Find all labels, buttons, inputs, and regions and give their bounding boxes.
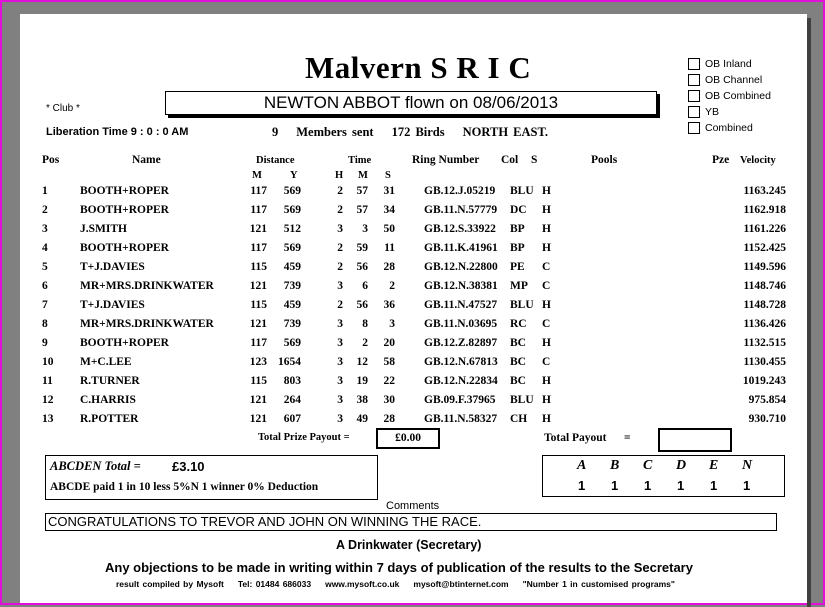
cell-h: 2 <box>337 299 343 311</box>
cell-mi: 19 <box>356 375 368 387</box>
cell-vel: 1132.515 <box>743 337 786 349</box>
total-payout-label: Total Payout <box>544 432 607 444</box>
cell-h: 3 <box>337 413 343 425</box>
cell-m: 117 <box>250 337 267 349</box>
cell-y: 569 <box>283 204 301 216</box>
cell-m: 121 <box>249 318 267 330</box>
cell-ring: GB.11.N.03695 <box>424 318 498 330</box>
cell-y: 607 <box>283 413 301 425</box>
checkbox[interactable] <box>688 58 700 70</box>
cell-m: 115 <box>250 375 267 387</box>
members-label: Members sent <box>296 125 374 139</box>
cell-y: 739 <box>283 318 301 330</box>
header-yards: Y <box>290 170 298 181</box>
cell-h: 2 <box>337 204 343 216</box>
header-s: S <box>531 154 538 166</box>
cell-y: 739 <box>283 280 301 292</box>
cell-mi: 2 <box>362 337 368 349</box>
header-pools: Pools <box>591 154 618 166</box>
header-seconds: S <box>385 170 391 181</box>
cell-vel: 1148.746 <box>743 280 786 292</box>
cell-s: 20 <box>383 337 395 349</box>
cell-name: MR+MRS.DRINKWATER <box>80 318 214 330</box>
abcden-box <box>45 455 378 500</box>
cell-m: 115 <box>250 299 267 311</box>
pool-letter: B <box>610 458 620 473</box>
cell-col: DC <box>510 204 527 216</box>
cell-sex: C <box>542 356 551 368</box>
cell-ring: GB.12.N.67813 <box>424 356 498 368</box>
cell-vel: 1130.455 <box>743 356 786 368</box>
cell-pos: 5 <box>42 261 48 273</box>
total-payout-value-box <box>658 428 732 452</box>
results-sheet <box>20 14 807 603</box>
total-prize-value: £0.00 <box>376 428 440 449</box>
cell-sex: H <box>542 375 551 387</box>
cell-vel: 1163.245 <box>743 185 786 197</box>
cell-y: 459 <box>283 299 301 311</box>
cell-h: 3 <box>337 394 343 406</box>
cell-s: 22 <box>383 375 395 387</box>
cell-sex: C <box>542 261 551 273</box>
pool-value: 1 <box>710 478 718 493</box>
cell-col: BLU <box>510 299 534 311</box>
cell-col: BP <box>510 242 525 254</box>
cell-col: CH <box>510 413 528 425</box>
cell-y: 264 <box>283 394 301 406</box>
cell-y: 459 <box>283 261 301 273</box>
cell-s: 36 <box>383 299 395 311</box>
cell-s: 11 <box>384 242 395 254</box>
pool-letter: A <box>577 458 587 473</box>
cell-h: 3 <box>337 318 343 330</box>
header-ring: Ring Number <box>412 154 480 166</box>
cell-m: 117 <box>250 185 267 197</box>
cell-sex: H <box>542 337 551 349</box>
footer-compiled: result compiled by Mysoft <box>116 579 224 589</box>
cell-ring: GB.11.N.47527 <box>424 299 498 311</box>
cell-ring: GB.12.N.22800 <box>424 261 498 273</box>
cell-mi: 49 <box>356 413 368 425</box>
cell-y: 569 <box>283 185 301 197</box>
cell-h: 2 <box>337 261 343 273</box>
cell-y: 803 <box>283 375 301 387</box>
cell-h: 3 <box>337 223 343 235</box>
cell-h: 3 <box>337 356 343 368</box>
cell-mi: 8 <box>362 318 368 330</box>
cell-mi: 56 <box>356 261 368 273</box>
checkbox[interactable] <box>688 90 700 102</box>
cell-pos: 10 <box>42 356 54 368</box>
option-ob-combined[interactable]: OB Combined <box>688 88 771 104</box>
checkbox[interactable] <box>688 122 700 134</box>
cell-s: 2 <box>389 280 395 292</box>
cell-pos: 7 <box>42 299 48 311</box>
footer-website: www.mysoft.co.uk <box>325 579 400 589</box>
members-count: 9 <box>272 125 279 139</box>
cell-vel: 1161.226 <box>743 223 786 235</box>
cell-col: RC <box>510 318 527 330</box>
cell-vel: 1152.425 <box>743 242 786 254</box>
race-subtitle: NEWTON ABBOT flown on 08/06/2013 <box>165 91 657 115</box>
cell-pos: 8 <box>42 318 48 330</box>
footer-tel: Tel: 01484 686033 <box>237 579 312 589</box>
cell-ring: GB.12.S.33922 <box>424 223 496 235</box>
cell-h: 3 <box>337 375 343 387</box>
cell-pos: 3 <box>42 223 48 235</box>
cell-y: 512 <box>283 223 301 235</box>
cell-vel: 1019.243 <box>742 375 786 387</box>
club-label: * Club * <box>46 103 80 114</box>
cell-h: 2 <box>337 185 343 197</box>
cell-mi: 12 <box>356 356 368 368</box>
cell-col: MP <box>510 280 528 292</box>
cell-sex: C <box>542 280 551 292</box>
cell-col: BP <box>510 223 525 235</box>
cell-mi: 57 <box>356 204 368 216</box>
direction: NORTH EAST. <box>462 125 549 139</box>
cell-m: 121 <box>249 280 267 292</box>
cell-mi: 57 <box>356 185 368 197</box>
header-minutes: M <box>358 170 368 181</box>
cell-s: 58 <box>383 356 395 368</box>
footer-email: mysoft@btinternet.com <box>413 579 509 589</box>
cell-name: J.SMITH <box>80 223 127 235</box>
cell-s: 28 <box>383 413 395 425</box>
comments-label: Comments <box>386 500 440 512</box>
pools-summary-box <box>542 455 785 497</box>
cell-ring: GB.12.Z.82897 <box>424 337 498 349</box>
cell-y: 569 <box>283 242 301 254</box>
cell-ring: GB.12.N.38381 <box>424 280 498 292</box>
cell-name: BOOTH+ROPER <box>80 204 169 216</box>
pool-value: 1 <box>578 478 586 493</box>
cell-vel: 1148.728 <box>743 299 786 311</box>
cell-name: BOOTH+ROPER <box>80 242 169 254</box>
cell-s: 3 <box>389 318 395 330</box>
header-name: Name <box>132 154 161 166</box>
cell-vel: 1136.426 <box>743 318 786 330</box>
pool-value: 1 <box>644 478 652 493</box>
cell-mi: 3 <box>362 223 368 235</box>
cell-ring: GB.12.N.22834 <box>424 375 498 387</box>
comments-text: CONGRATULATIONS TO TREVOR AND JOHN ON WINNING THE RACE. <box>45 513 777 531</box>
header-velocity: Velocity <box>740 155 776 166</box>
cell-name: R.POTTER <box>80 413 139 425</box>
cell-name: BOOTH+ROPER <box>80 337 169 349</box>
cell-sex: C <box>542 318 551 330</box>
cell-m: 123 <box>249 356 267 368</box>
cell-col: BLU <box>510 394 534 406</box>
cell-vel: 930.710 <box>748 413 786 425</box>
total-payout-equals: = <box>624 432 631 444</box>
objections-notice: Any objections to be made in writing within 7 days of publication of the results to the Secretary <box>105 560 693 575</box>
option-yb[interactable]: YB <box>688 104 771 120</box>
cell-sex: H <box>542 185 551 197</box>
cell-mi: 59 <box>356 242 368 254</box>
pool-value: 1 <box>611 478 619 493</box>
header-distance: Distance <box>256 155 295 166</box>
cell-m: 117 <box>250 204 267 216</box>
option-ob-inland[interactable]: OB Inland <box>688 56 771 72</box>
option-combined[interactable]: Combined <box>688 120 771 136</box>
pool-letter: E <box>709 458 719 473</box>
cell-h: 3 <box>337 280 343 292</box>
cell-s: 28 <box>383 261 395 273</box>
header-hours: H <box>335 170 344 181</box>
cell-mi: 6 <box>362 280 368 292</box>
cell-ring: GB.11.N.57779 <box>424 204 498 216</box>
checkbox[interactable] <box>688 106 700 118</box>
cell-s: 30 <box>383 394 395 406</box>
cell-vel: 1149.596 <box>743 261 786 273</box>
cell-col: BC <box>510 356 526 368</box>
abcden-label: ABCDEN Total = <box>50 459 141 473</box>
abcden-value: £3.10 <box>172 459 205 474</box>
cell-sex: H <box>542 413 551 425</box>
cell-sex: H <box>542 204 551 216</box>
header-time: Time <box>348 155 372 166</box>
header-pos: Pos <box>42 154 60 166</box>
cell-name: BOOTH+ROPER <box>80 185 169 197</box>
cell-pos: 1 <box>42 185 48 197</box>
cell-col: BC <box>510 337 526 349</box>
cell-mi: 38 <box>356 394 368 406</box>
cell-name: M+C.LEE <box>80 356 132 368</box>
cell-m: 121 <box>249 413 267 425</box>
cell-sex: H <box>542 394 551 406</box>
cell-s: 50 <box>383 223 395 235</box>
abcde-note: ABCDE paid 1 in 10 less 5%N 1 winner 0% Deduction <box>50 481 319 493</box>
cell-sex: H <box>542 242 551 254</box>
cell-col: PE <box>510 261 525 273</box>
cell-name: MR+MRS.DRINKWATER <box>80 280 214 292</box>
cell-y: 569 <box>283 337 301 349</box>
cell-m: 121 <box>249 394 267 406</box>
cell-pos: 11 <box>42 375 53 387</box>
header-miles: M <box>252 170 262 181</box>
cell-mi: 56 <box>356 299 368 311</box>
cell-pos: 4 <box>42 242 48 254</box>
cell-sex: H <box>542 223 551 235</box>
pool-letter: D <box>676 458 687 473</box>
cell-vel: 975.854 <box>748 394 786 406</box>
cell-pos: 6 <box>42 280 48 292</box>
cell-s: 31 <box>383 185 395 197</box>
option-ob-channel[interactable]: OB Channel <box>688 72 771 88</box>
cell-m: 115 <box>250 261 267 273</box>
cell-ring: GB.11.K.41961 <box>424 242 498 254</box>
footer-credits <box>116 579 689 589</box>
race-type-options <box>688 56 771 136</box>
cell-ring: GB.12.J.05219 <box>424 185 496 197</box>
cell-s: 34 <box>383 204 395 216</box>
pool-letter: N <box>742 458 753 473</box>
footer-slogan: "Number 1 in customised programs" <box>522 579 675 589</box>
header-col: Col <box>501 154 519 166</box>
cell-col: BC <box>510 375 526 387</box>
pool-letter: C <box>643 458 653 473</box>
pool-value: 1 <box>743 478 751 493</box>
cell-ring: GB.11.N.58327 <box>424 413 498 425</box>
cell-vel: 1162.918 <box>743 204 786 216</box>
cell-h: 3 <box>337 337 343 349</box>
checkbox[interactable] <box>688 74 700 86</box>
cell-pos: 9 <box>42 337 48 349</box>
race-summary <box>272 125 548 140</box>
cell-y: 1654 <box>278 356 301 368</box>
cell-name: R.TURNER <box>80 375 140 387</box>
cell-ring: GB.09.F.37965 <box>424 394 496 406</box>
cell-m: 121 <box>249 223 267 235</box>
club-title: Malvern S R I C <box>305 50 532 85</box>
cell-name: T+J.DAVIES <box>80 299 145 311</box>
pool-value: 1 <box>677 478 685 493</box>
cell-name: C.HARRIS <box>80 394 136 406</box>
cell-sex: H <box>542 299 551 311</box>
secretary-name: A Drinkwater (Secretary) <box>336 538 482 552</box>
cell-pos: 12 <box>42 394 54 406</box>
cell-name: T+J.DAVIES <box>80 261 145 273</box>
cell-h: 2 <box>337 242 343 254</box>
header-pze: Pze <box>712 154 730 166</box>
cell-pos: 13 <box>42 413 54 425</box>
liberation-time: Liberation Time 9 : 0 : 0 AM <box>46 126 189 138</box>
cell-pos: 2 <box>42 204 48 216</box>
total-prize-label: Total Prize Payout = <box>258 432 350 443</box>
cell-m: 117 <box>250 242 267 254</box>
birds-count: 172 Birds <box>391 125 445 139</box>
cell-col: BLU <box>510 185 534 197</box>
